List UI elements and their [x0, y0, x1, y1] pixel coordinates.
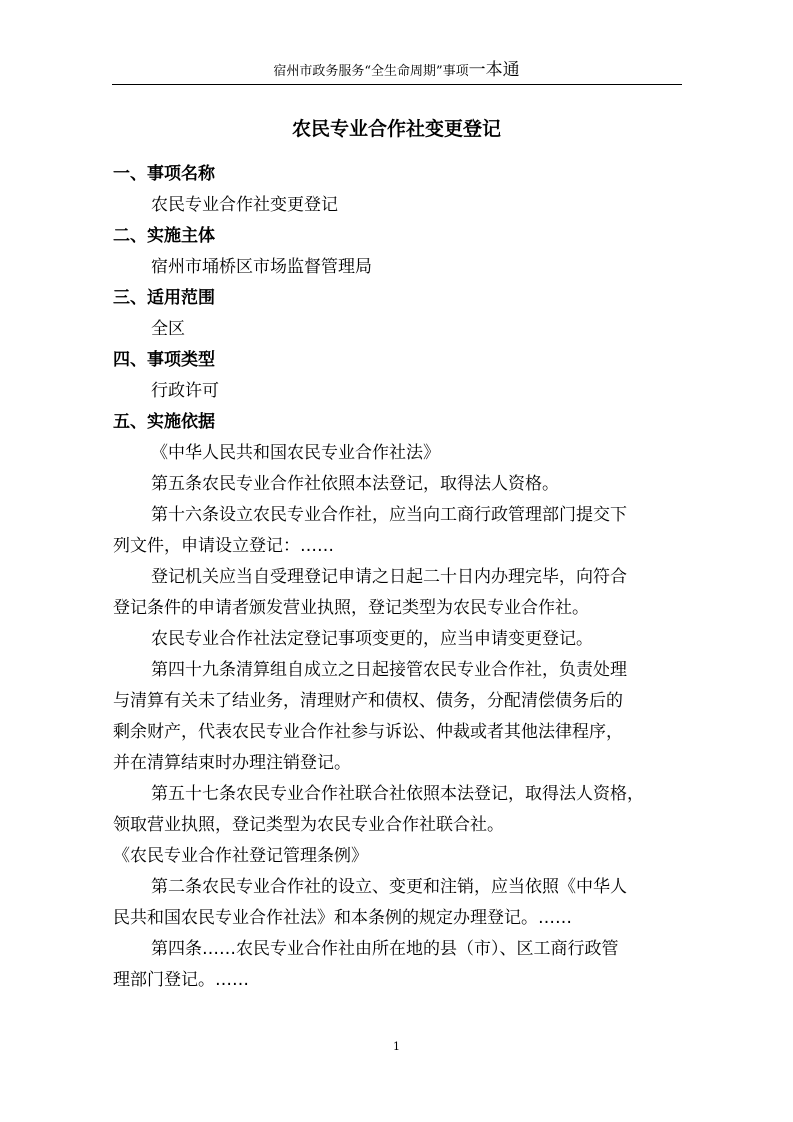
running-header-suffix: 一本通	[468, 60, 520, 80]
section-body-authority: 宿州市埇桥区市场监督管理局	[151, 257, 372, 277]
regulation-title: 《农民专业合作社登记管理条例》	[113, 846, 368, 866]
article-2-line-1: 第二条农民专业合作社的设立、变更和注销，应当依照《中华人	[151, 877, 627, 897]
page-number: 1	[393, 1040, 400, 1053]
section-heading-basis: 五、实施依据	[113, 412, 215, 432]
running-header	[0, 61, 793, 81]
registration-paragraph-line-2: 登记条件的申请者颁发营业执照，登记类型为农民专业合作社。	[113, 598, 589, 618]
section-body-scope: 全区	[151, 319, 185, 339]
article-4-line-2: 理部门登记。……	[113, 970, 249, 990]
registration-paragraph-line-1: 登记机关应当自受理登记申请之日起二十日内办理完毕，向符合	[151, 567, 627, 587]
section-heading-authority: 二、实施主体	[113, 226, 215, 246]
change-registration-paragraph: 农民专业合作社法定登记事项变更的，应当申请变更登记。	[151, 629, 593, 649]
section-heading-item-name: 一、事项名称	[113, 164, 215, 184]
page-title: 农民专业合作社变更登记	[291, 118, 501, 140]
article-16-line-1: 第十六条设立农民专业合作社，应当向工商行政管理部门提交下	[151, 505, 627, 525]
section-body-item-name: 农民专业合作社变更登记	[151, 195, 338, 215]
header-rule	[112, 84, 682, 85]
article-16-line-2: 列文件，申请设立登记：……	[113, 536, 334, 556]
article-2-line-2: 民共和国农民专业合作社法》和本条例的规定办理登记。……	[113, 908, 572, 928]
document-body	[113, 159, 688, 996]
article-57-line-2: 领取营业执照，登记类型为农民专业合作社联合社。	[113, 815, 504, 835]
section-body-type: 行政许可	[151, 381, 219, 401]
law-title: 《中华人民共和国农民专业合作社法》	[151, 443, 440, 463]
article-49-line-4: 并在清算结束时办理注销登记。	[113, 753, 351, 773]
article-5: 第五条农民专业合作社依照本法登记，取得法人资格。	[151, 474, 559, 494]
article-49-line-1: 第四十九条清算组自成立之日起接管农民专业合作社，负责处理	[151, 660, 627, 680]
article-49-line-3: 剩余财产，代表农民专业合作社参与诉讼、仲裁或者其他法律程序，	[113, 722, 623, 742]
article-4-line-1: 第四条……农民专业合作社由所在地的县（市）、区工商行政管	[151, 939, 619, 959]
running-header-prefix: 宿州市政务服务“全生命周期”事项	[273, 64, 469, 79]
section-heading-scope: 三、适用范围	[113, 288, 215, 308]
article-57-line-1: 第五十七条农民专业合作社联合社依照本法登记，取得法人资格，	[151, 784, 644, 804]
section-heading-type: 四、事项类型	[113, 350, 215, 370]
article-49-line-2: 与清算有关未了结业务，清理财产和债权、债务，分配清偿债务后的	[113, 691, 623, 711]
